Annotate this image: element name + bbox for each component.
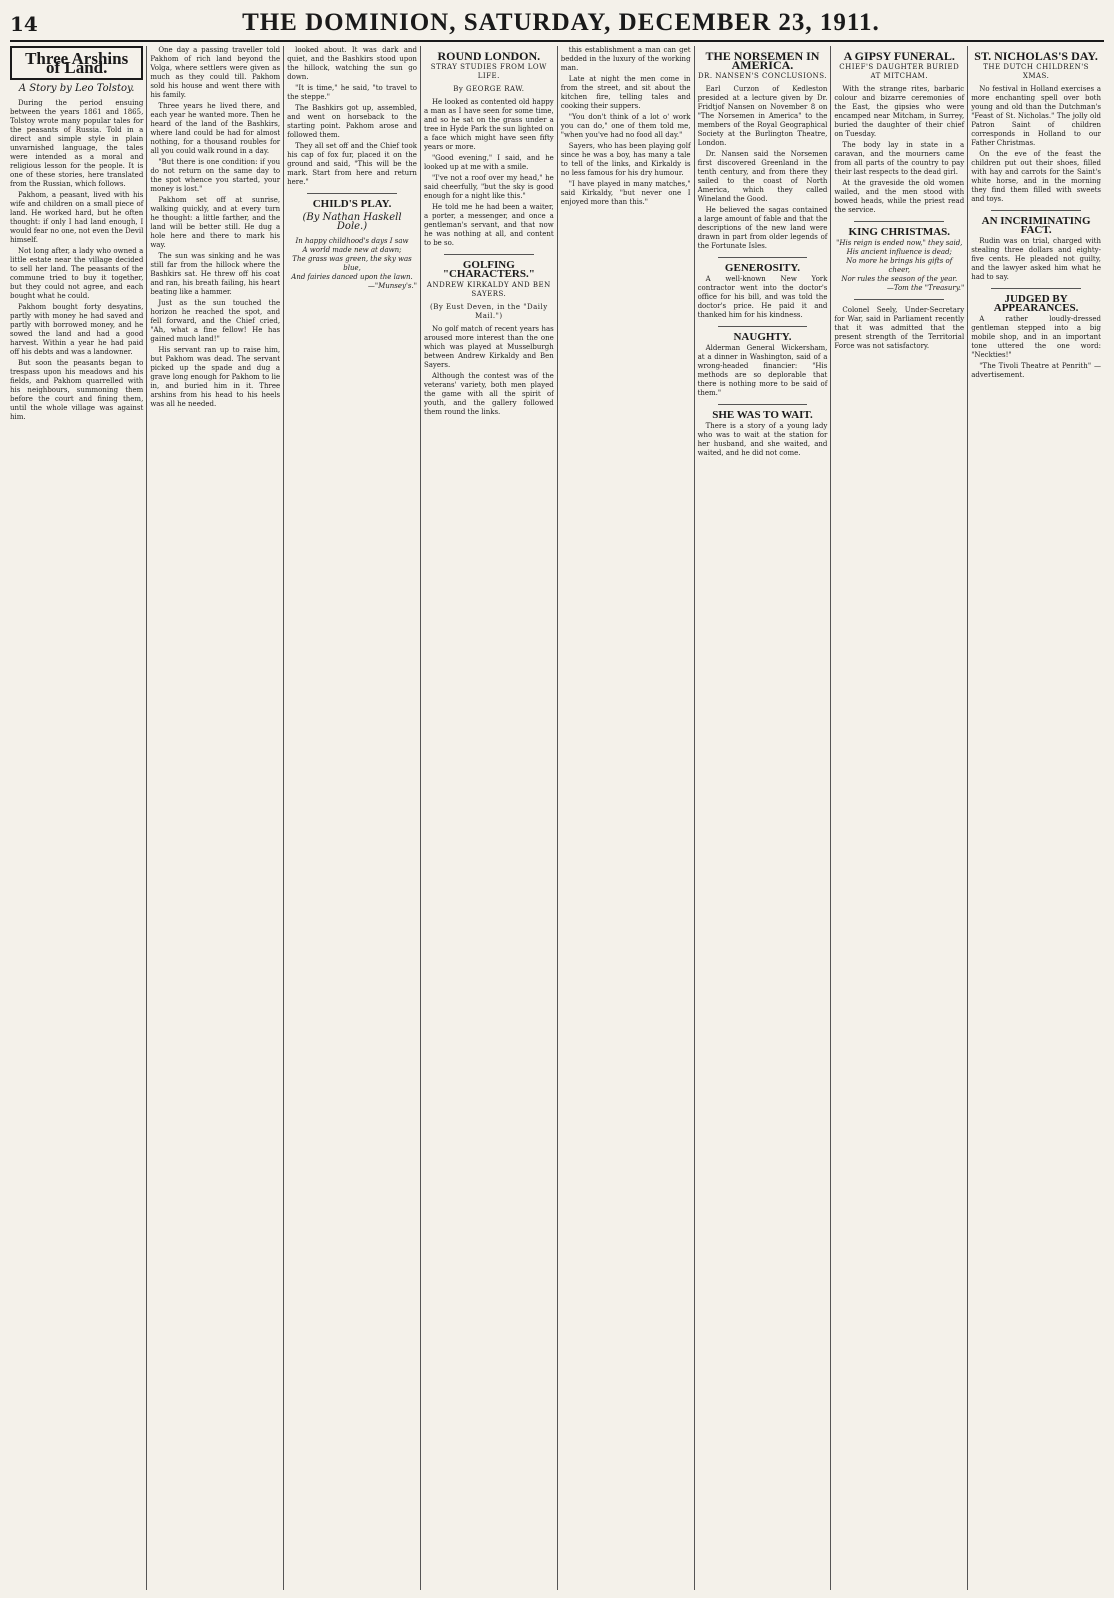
- paragraph: He told me he had been a waiter, a porter, a messenger, and once a gentleman's servant, and that now he was nothing at all, and content to be so.: [423, 203, 554, 247]
- column-7: [830, 46, 967, 1590]
- poem-title: CHILD'S PLAY.: [312, 198, 392, 210]
- article-headline-golf: GOLFING "CHARACTERS.": [442, 259, 535, 280]
- divider: [854, 299, 944, 300]
- paragraph: this establishment a man can get bedded in the luxury of the working man.: [560, 46, 691, 72]
- story-byline: A Story by Leo Tolstoy.: [18, 83, 135, 94]
- poem-source: —"Munsey's.": [367, 282, 417, 290]
- article-headline-st-nicholas: ST. NICHOLAS'S DAY.: [974, 49, 1098, 63]
- paragraph: And fairies danced upon the lawn.: [291, 273, 413, 281]
- paragraph: "It is time," he said, "to travel to the steppe.": [287, 84, 417, 101]
- article-subhead-st-nicholas: THE DUTCH CHILDREN'S XMAS.: [983, 63, 1089, 80]
- article-body-appearances: [971, 315, 1101, 380]
- article-headline-norsemen: THE NORSEMEN IN AMERICA.: [705, 49, 820, 72]
- poem-king-christmas: [834, 239, 964, 284]
- newspaper-title: THE DOMINION, SATURDAY, DECEMBER 23, 1911.: [242, 9, 880, 36]
- paragraph: His ancient influence is dead;: [846, 248, 952, 256]
- paragraph: A rather loudly-dressed gentleman stepped into a big mobile shop, and in an important tone uttered the one word: "Neckties!": [971, 315, 1101, 359]
- paragraph: Although the contest was of the veterans' variety, both men played the game with all the spirit of youth, and the gallery followed them round the links.: [423, 372, 554, 416]
- paragraph: Dr. Nansen said the Norsemen first discovered Greenland in the tenth century, and from there they sailed to the coast of North America, which they called Wineland the Good.: [697, 150, 828, 203]
- paragraph: The Bashkirs got up, assembled, and went on horseback to the starting point. Pakhom arose and followed them.: [287, 104, 417, 139]
- divider: [307, 193, 397, 194]
- paragraph: "The Tivoli Theatre at Penrith" —advertisement.: [971, 362, 1101, 379]
- article-headline-appearances: JUDGED BY APPEARANCES.: [993, 293, 1079, 314]
- page-number: 14: [10, 12, 38, 36]
- article-body-naughty: [698, 344, 828, 398]
- paragraph: "You don't think of a lot o' work you can do," one of them told me, "when you've had no food all day.": [560, 113, 691, 139]
- divider: [991, 288, 1081, 289]
- article-body-fact: [971, 237, 1101, 282]
- paragraph: Not long after, a lady who owned a little estate near the village decided to sell her land. The peasants of the commune tried to buy it together, but they could not agree, and each bought what he could.: [10, 247, 144, 300]
- paragraph: "I've not a roof over my head," he said cheerfully, "but the sky is good enough for a night like this.": [423, 174, 554, 200]
- divider: [718, 326, 808, 327]
- paragraph: Alderman General Wickersham, at a dinner in Washington, said of a wrong-headed financier: "His methods are so deplorable that there is nothing more to be said of them.": [697, 344, 828, 397]
- paragraph: No golf match of recent years has aroused more interest than the one which was played at Musselburgh between Andrew Kirkaldy and Ben Sayers.: [423, 325, 554, 369]
- paragraph: There is a story of a young lady who was to wait at the station for her husband, and she waited, and waited, and he did not come.: [697, 422, 828, 457]
- article-body-generosity: [698, 275, 828, 320]
- paragraph: The grass was green, the sky was blue,: [292, 255, 412, 272]
- paragraph: They all set off and the Chief took his cap of fox fur, placed it on the ground and said, "This will be the mark. Start from here and return here.": [287, 142, 417, 186]
- paragraph: In happy childhood's days I saw: [295, 237, 409, 245]
- divider: [854, 221, 944, 222]
- article-headline-gipsy: A GIPSY FUNERAL.: [843, 49, 955, 63]
- story-body-continued: [150, 46, 280, 409]
- paragraph: During the period ensuing between the years 1861 and 1865, Tolstoy wrote many popular tales for the peasants of Russia. Told in a direct and simple style in plain unvarnished language, the tales were intended as a moral and religious lesson for the people. It is one of these stories, here translated from the Russian, which follows.: [10, 99, 144, 188]
- article-body-st-nicholas: [971, 85, 1101, 204]
- paragraph: Pakhom, a peasant, lived with his wife and children on a small piece of land. He worked hard, but he often thought: if only I had land enough, I would fear no one, not even the Devil himself.: [10, 191, 144, 244]
- story-title-box: [10, 46, 143, 80]
- paragraph: "I have played in many matches," said Kirkaldy, "but never one I enjoyed more than this.": [560, 180, 691, 206]
- article-subhead-norsemen: DR. NANSEN'S CONCLUSIONS.: [697, 72, 827, 80]
- article-byline-london: By GEORGE RAW.: [453, 85, 525, 93]
- paragraph: Three years he lived there, and each year he wanted more. Then he heard of the land of the Bashkirs, where land could be had for almost nothing, for a thousand roubles for all you could walk round in a day.: [150, 102, 281, 155]
- paragraph: Pakhom set off at sunrise, walking quickly, and at every turn he thought: a little farther, and the land will be better still. He dug a hole here and there to mark his way.: [150, 196, 281, 249]
- poem-byline: (By Nathan Haskell Dole.): [302, 212, 402, 232]
- paragraph: A well-known New York contractor went into the doctor's office for his bill, and was told the doctor's price. He paid it and thanked him for his kindness.: [697, 275, 828, 319]
- paragraph: The body lay in state in a caravan, and the mourners came from all parts of the country to pay their last respects to the dead girl.: [834, 141, 965, 176]
- paragraph: Just as the sun touched the horizon he reached the spot, and fell forward, and the Chief cried, "Ah, what a fine fellow! He has gained much land!": [150, 299, 281, 343]
- article-body-london: [424, 98, 554, 248]
- paragraph: He looked as contented old happy a man as I have seen for some time, and so he sat on the grass under a tree in Hyde Park the sun lighted on a face which might have seen fifty years or more.: [423, 98, 554, 151]
- article-headline-wait: SHE WAS TO WAIT.: [712, 409, 813, 421]
- paragraph: Colonel Seely, Under-Secretary for War, said in Parliament recently that it was admitted that the present strength of the Territorial Force was not satisfactory.: [834, 306, 965, 350]
- article-subhead-gipsy: CHIEF'S DAUGHTER BURIED AT MITCHAM.: [839, 63, 960, 80]
- paragraph: At the graveside the old women wailed, and the men stood with bowed heads, while the priest read the service.: [834, 179, 965, 214]
- divider: [991, 210, 1081, 211]
- paragraph: His servant ran up to raise him, but Pakhom was dead. The servant picked up the spade and dug a grave long enough for Pakhom to lie in, and buried him in it. Three arshins from his head to his heels was all he needed.: [150, 346, 281, 408]
- article-body-norsemen: [698, 85, 828, 251]
- paragraph: "His reign is ended now," they said,: [836, 239, 963, 247]
- article-body-wait: [698, 422, 828, 458]
- paragraph: "But there is one condition: if you do not return on the same day to the spot whence you started, your money is lost.": [150, 158, 281, 193]
- divider: [718, 257, 808, 258]
- article-body-gipsy: [834, 85, 964, 215]
- poem-body: [287, 237, 417, 282]
- paragraph: Late at night the men come in from the street, and sit about the kitchen fire, telling tales and cooking their suppers.: [560, 75, 691, 110]
- divider: [718, 404, 808, 405]
- article-headline-fact: AN INCRIMINATING FACT.: [981, 215, 1091, 236]
- column-6: [694, 46, 831, 1590]
- story-body-end: [287, 46, 417, 187]
- paragraph: With the strange rites, barbaric colour and bizarre ceremonies of the East, the gipsies who were encamped near Mitcham, in Surrey, buried the daughter of their chief on Tuesday.: [834, 85, 965, 138]
- column-2: [146, 46, 283, 1590]
- article-body-seely: [834, 306, 964, 351]
- poem-source-king-christmas: —Tom the "Treasury.": [886, 284, 965, 292]
- paragraph: No festival in Holland exercises a more enchanting spell over both young and old than the Dutchman's "Feast of St. Nicholas." The jolly old Patron Saint of children corresponds in Holland to our Father Christmas.: [971, 85, 1101, 147]
- article-subhead-golf: ANDREW KIRKALDY AND BEN SAYERS.: [426, 281, 551, 298]
- paragraph: No more he brings his gifts of cheer,: [846, 257, 953, 274]
- paragraph: Nor rules the season of the year.: [841, 275, 958, 283]
- paragraph: Rudin was on trial, charged with stealing three dollars and eighty-five cents. He pleaded not guilty, and the lawyer asked him what he had to say.: [971, 237, 1101, 281]
- paragraph: On the eve of the feast the children put out their shoes, filled with hay and carrots for the Saint's white horse, and in the morning they find them filled with sweets and toys.: [971, 150, 1101, 203]
- article-body-continued: [561, 46, 691, 207]
- paragraph: Pakhom bought forty desyatins, partly with money he had saved and partly with borrowed money, and he sowed the land and had a good harvest. Within a year he had paid off his debts and was a landowner.: [10, 303, 144, 356]
- paragraph: A world made new at dawn;: [302, 246, 402, 254]
- paragraph: The sun was sinking and he was still far from the hillock where the Bashkirs sat. He threw off his coat and ran, his breath failing, his heart beating like a hammer.: [150, 252, 281, 296]
- masthead: [10, 6, 1104, 42]
- column-1: [10, 46, 146, 1590]
- divider: [444, 254, 534, 255]
- paragraph: He believed the sagas contained a large amount of fable and that the descriptions of the new land were drawn in part from older legends of the Fortunate Isles.: [697, 206, 828, 250]
- column-4: [420, 46, 557, 1590]
- column-5: [557, 46, 694, 1590]
- article-columns: [10, 46, 1104, 1590]
- article-headline-king-christmas: KING CHRISTMAS.: [848, 226, 951, 238]
- article-headline-london: ROUND LONDON.: [437, 49, 541, 63]
- paragraph: But soon the peasants began to trespass upon his meadows and his fields, and Pakhom quarrelled with his neighbours, summoning them before the court and fining them, until the whole village was against him.: [10, 359, 144, 421]
- paragraph: Earl Curzon of Kedleston presided at a lecture given by Dr. Fridtjof Nansen on November 8 on "The Norsemen in America" to the members of the Royal Geographical Society at the Burlington Theatre, London.: [697, 85, 828, 147]
- paragraph: "Good evening," I said, and he looked up at me with a smile.: [423, 154, 554, 171]
- paragraph: Sayers, who has been playing golf since he was a boy, has many a tale to tell of the links, and Kirkaldy is no less famous for his dry humour.: [560, 142, 691, 177]
- paragraph: One day a passing traveller told Pakhom of rich land beyond the Volga, where settlers were given as much as they could till. Pakhom sold his house and went there with his family.: [150, 46, 281, 99]
- article-subhead-london: STRAY STUDIES FROM LOW LIFE.: [430, 63, 547, 80]
- article-headline-naughty: NAUGHTY.: [733, 331, 792, 343]
- story-body: [10, 99, 143, 422]
- paragraph: looked about. It was dark and quiet, and the Bashkirs stood upon the hillock, watching the sun go down.: [287, 46, 417, 81]
- article-headline-generosity: GENEROSITY.: [724, 262, 801, 274]
- column-3: [283, 46, 420, 1590]
- article-body-golf: [424, 325, 554, 417]
- column-8: [967, 46, 1104, 1590]
- story-title: Three Arshins of Land.: [25, 49, 129, 77]
- article-byline-golf: (By Eust Deven, in the "Daily Mail."): [429, 303, 548, 320]
